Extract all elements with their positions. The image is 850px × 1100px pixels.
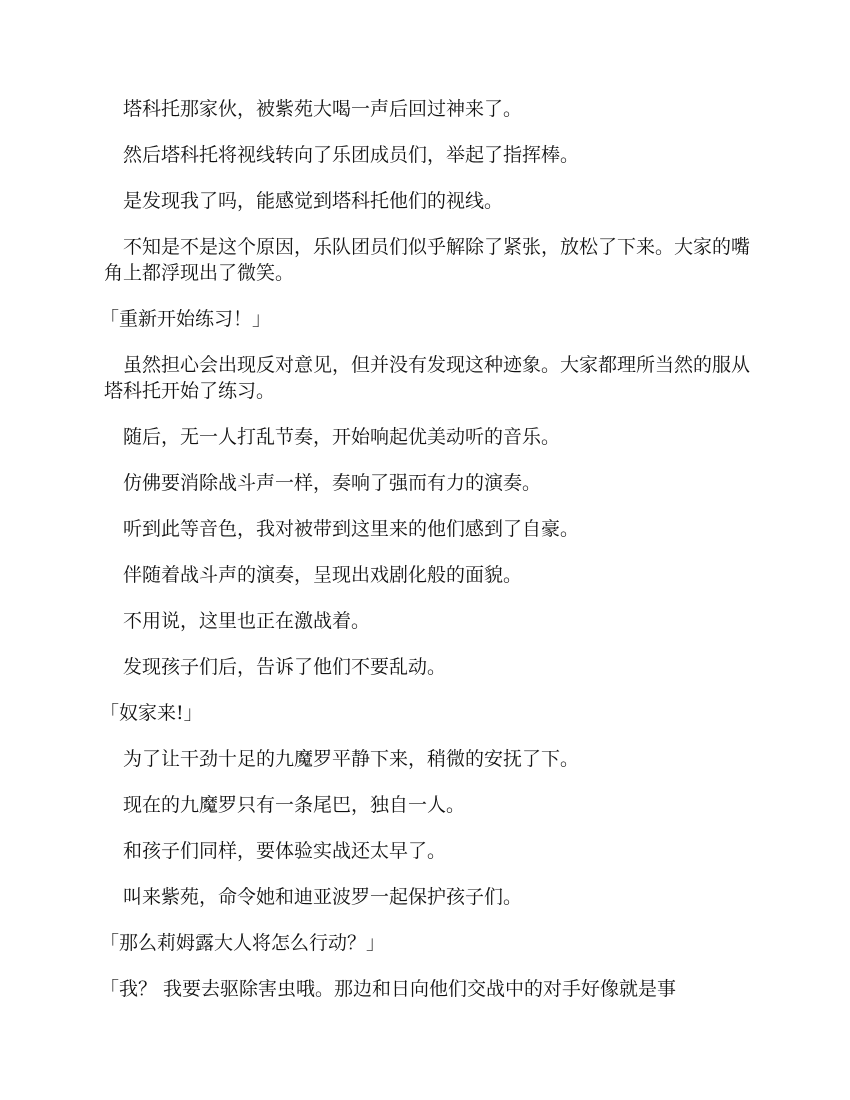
paragraph: 不知是不是这个原因，乐队团员们似乎解除了紧张，放松了下来。大家的嘴角上都浮现出了微笑。 (104, 236, 751, 284)
paragraph: 为了让干劲十足的九魔罗平静下来，稍微的安抚了下。 (123, 748, 580, 770)
dialogue-line: 「我？ 我要去驱除害虫哦。那边和日向他们交战中的对手好像就是事 (100, 978, 677, 1000)
paragraph: 虽然担心会出现反对意见，但并没有发现这种迹象。大家都理所当然的服从塔科托开始了练习。 (104, 354, 751, 402)
paragraph: 不用说，这里也正在激战着。 (123, 610, 371, 632)
dialogue-line: 「重新开始练习！」 (100, 308, 272, 330)
paragraph: 随后，无一人打乱节奏，开始响起优美动听的音乐。 (123, 426, 561, 448)
paragraph: 伴随着战斗声的演奏，呈现出戏剧化般的面貌。 (123, 564, 523, 586)
paragraph: 和孩子们同样，要体验实战还太早了。 (123, 840, 447, 862)
paragraph: 听到此等音色，我对被带到这里来的他们感到了自豪。 (123, 518, 580, 540)
paragraph: 塔科托那家伙，被紫苑大喝一声后回过神来了。 (123, 98, 523, 120)
paragraph: 仿佛要消除战斗声一样，奏响了强而有力的演奏。 (123, 472, 542, 494)
paragraph: 发现孩子们后，告诉了他们不要乱动。 (123, 656, 447, 678)
dialogue-line: 「奴家来!」 (100, 702, 203, 724)
paragraph: 然后塔科托将视线转向了乐团成员们，举起了指挥棒。 (123, 144, 580, 166)
paragraph: 是发现我了吗，能感觉到塔科托他们的视线。 (123, 190, 504, 212)
paragraph: 叫来紫苑，命令她和迪亚波罗一起保护孩子们。 (123, 886, 523, 908)
paragraph: 现在的九魔罗只有一条尾巴，独自一人。 (123, 794, 466, 816)
document-body (100, 96, 751, 1022)
dialogue-line: 「那么莉姆露大人将怎么行动？」 (100, 932, 386, 954)
